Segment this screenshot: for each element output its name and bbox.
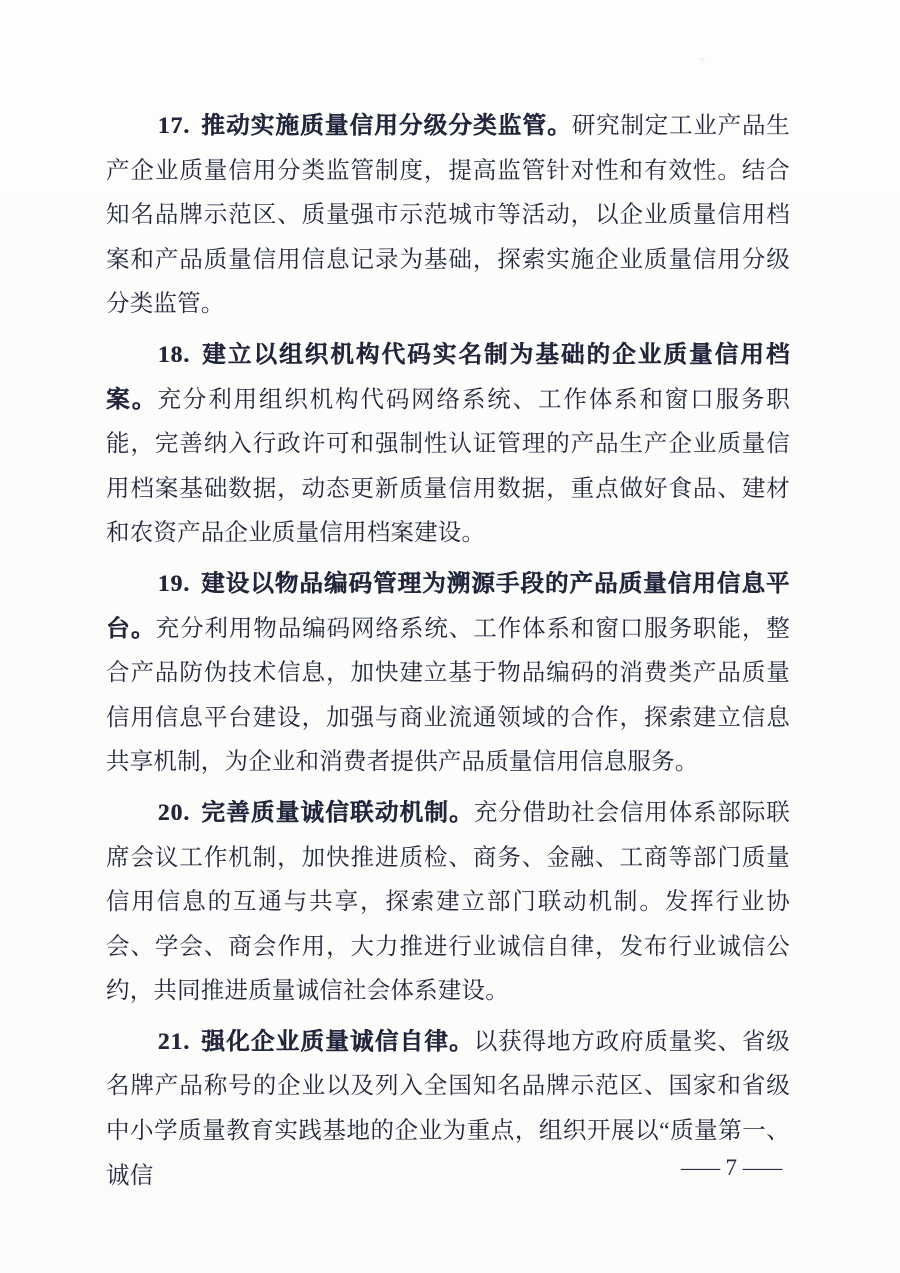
page-footer [675,1148,789,1188]
paragraph-17-text: 研究制定工业产品生产企业质量信用分类监管制度，提高监管针对性和有效性。结合知名品牌示范区、质量强市示范城市等活动，以企业质量信用档案和产品质量信用信息记录为基础，探索实施企业质量信用分级分类监管。 [106,113,790,318]
paragraph-17-heading [158,113,572,139]
paragraph-21-text: 以获得地方政府质量奖、省级名牌产品称号的企业以及列入全国知名品牌示范区、国家和省级中小学质量教育实践基地的企业为重点，组织开展以“质量第一、诚信 [106,1028,790,1189]
page-number: 7 [725,1155,737,1180]
paragraph-21-heading [158,1029,474,1055]
paragraph-17-title: 推动实施质量信用分级分类监管。 [200,113,572,139]
footer-right-dash: — [742,1155,783,1180]
paragraph-17 [106,104,790,327]
paragraph-20-heading [158,800,474,826]
paragraph-19-title: 建设以物品编码管理为溯源手段的产品质量信用信息平台。 [106,570,790,642]
paragraph-19-text: 充分利用物品编码网络系统、工作体系和窗口服务职能，整合产品防伪技术信息，加快建立基于物品编码的消费类产品质量信用信息平台建设，加强与商业流通领域的合作，探索建立信息共享机制，为企业和消费者提供产品质量信用信息服务。 [106,615,790,776]
paragraph-20-text: 充分借助社会信用体系部际联席会议工作机制，加快推进质检、商务、金融、工商等部门质量信用信息的互通与共享，探索建立部门联动机制。发挥行业协会、学会、商会作用，大力推进行业诚信自律，发布行业诚信公约，共同推进质量诚信社会体系建设。 [106,799,790,1005]
document-body [106,104,790,1198]
paragraph-19-number: 19. [157,570,191,597]
footer-left-dash: — [680,1155,720,1180]
paragraph-20 [106,791,790,1014]
paragraph-21-title: 强化企业质量诚信自律。 [200,1028,474,1055]
paragraph-18 [106,333,790,556]
paragraph-18-number: 18. [157,341,191,368]
paragraph-18-title: 建立以组织机构代码实名制为基础的企业质量信用档案。 [106,341,790,413]
paragraph-18-text: 充分利用组织机构代码网络系统、工作体系和窗口服务职能，完善纳入行政许可和强制性认证管理的产品生产企业质量信用档案基础数据，动态更新质量信用数据，重点做好食品、建材和农资产品企业质量信用档案建设。 [106,386,790,547]
paragraph-20-number: 20. [157,799,191,826]
scan-artifact [700,58,705,61]
paragraph-20-title: 完善质量诚信联动机制。 [200,799,474,826]
paragraph-19 [106,562,790,785]
paragraph-17-number: 17. [157,113,191,139]
paragraph-21-number: 21. [157,1028,191,1055]
